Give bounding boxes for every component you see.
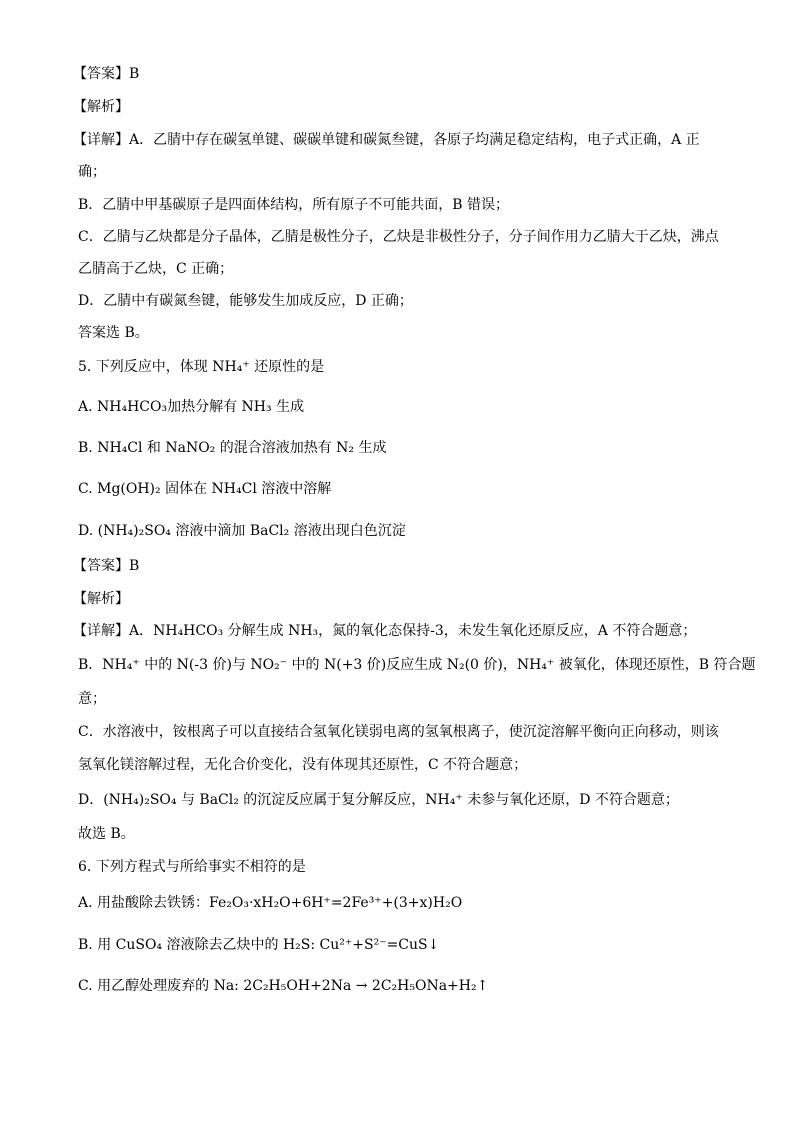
q5-detail-d: D．(NH₄)₂SO₄ 与 BaCl₂ 的沉淀反应属于复分解反应，NH₄⁺ 未参与氧化还原，D 不符合题意； [78, 792, 679, 808]
q5-answer: 【答案】B [73, 558, 140, 574]
q5-option-d: D. (NH₄)₂SO₄ 溶液中滴加 BaCl₂ 溶液出现白色沉淀 [78, 523, 406, 539]
q4-detail-d: D．乙腈中有碳氮叁键，能够发生加成反应，D 正确； [78, 293, 413, 309]
q5-option-a: A. NH₄HCO₃加热分解有 NH₃ 生成 [78, 399, 305, 415]
q5-detail-b-cont: 意； [78, 691, 106, 707]
q6-option-c: C. 用乙醇处理废弃的 Na: 2C₂H₅OH+2Na → 2C₂H₅ONa+H₂↑ [78, 978, 489, 994]
q4-detail-a-cont: 确； [78, 164, 106, 180]
q4-detail-c-cont: 乙腈高于乙炔，C 正确； [78, 261, 234, 277]
q5-detail-c-cont: 氢氧化镁溶解过程，无化合价变化，没有体现其还原性，C 不符合题意； [78, 757, 528, 773]
q5-detail-c: C．水溶液中，铵根离子可以直接结合氢氧化镁弱电离的氢氧根离子，使沉淀溶解平衡向正向移动，则该 [78, 724, 719, 740]
q4-answer: 【答案】B [73, 66, 140, 82]
q6-option-a: A. 用盐酸除去铁锈：Fe₂O₃·xH₂O+6H⁺=2Fe³⁺+(3+x)H₂O [78, 895, 463, 911]
q4-detail-b: B．乙腈中甲基碳原子是四面体结构，所有原子不可能共面，B 错误； [78, 197, 510, 213]
q5-detail-a: 【详解】A．NH₄HCO₃ 分解生成 NH₃，氮的氧化态保持-3，未发生氧化还原反应，A 不符合题意； [73, 623, 697, 639]
q6-option-b: B. 用 CuSO₄ 溶液除去乙炔中的 H₂S: Cu²⁺+S²⁻=CuS↓ [78, 937, 440, 953]
q5-conclusion: 故选 B。 [78, 826, 135, 842]
q4-detail-c: C．乙腈与乙炔都是分子晶体，乙腈是极性分子，乙炔是非极性分子，分子间作用力乙腈大于乙炔，沸点 [78, 229, 719, 245]
q4-analysis-heading: 【解析】 [73, 99, 129, 115]
q5-question: 5. 下列反应中，体现 NH₄⁺ 还原性的是 [78, 359, 325, 375]
q5-option-c: C. Mg(OH)₂ 固体在 NH₄Cl 溶液中溶解 [78, 481, 332, 497]
q5-detail-b: B．NH₄⁺ 中的 N(-3 价)与 NO₂⁻ 中的 N(+3 价)反应生成 N₂(0 价)，NH₄⁺ 被氧化，体现还原性，B 符合题 [78, 657, 756, 673]
q6-question: 6. 下列方程式与所给事实不相符的是 [78, 859, 306, 875]
q4-detail-a: 【详解】A．乙腈中存在碳氢单键、碳碳单键和碳氮叁键，各原子均满足稳定结构，电子式正确，A 正 [73, 132, 700, 148]
q4-conclusion: 答案选 B。 [78, 325, 149, 341]
q5-analysis-heading: 【解析】 [73, 591, 129, 607]
q5-option-b: B. NH₄Cl 和 NaNO₂ 的混合溶液加热有 N₂ 生成 [78, 440, 387, 456]
